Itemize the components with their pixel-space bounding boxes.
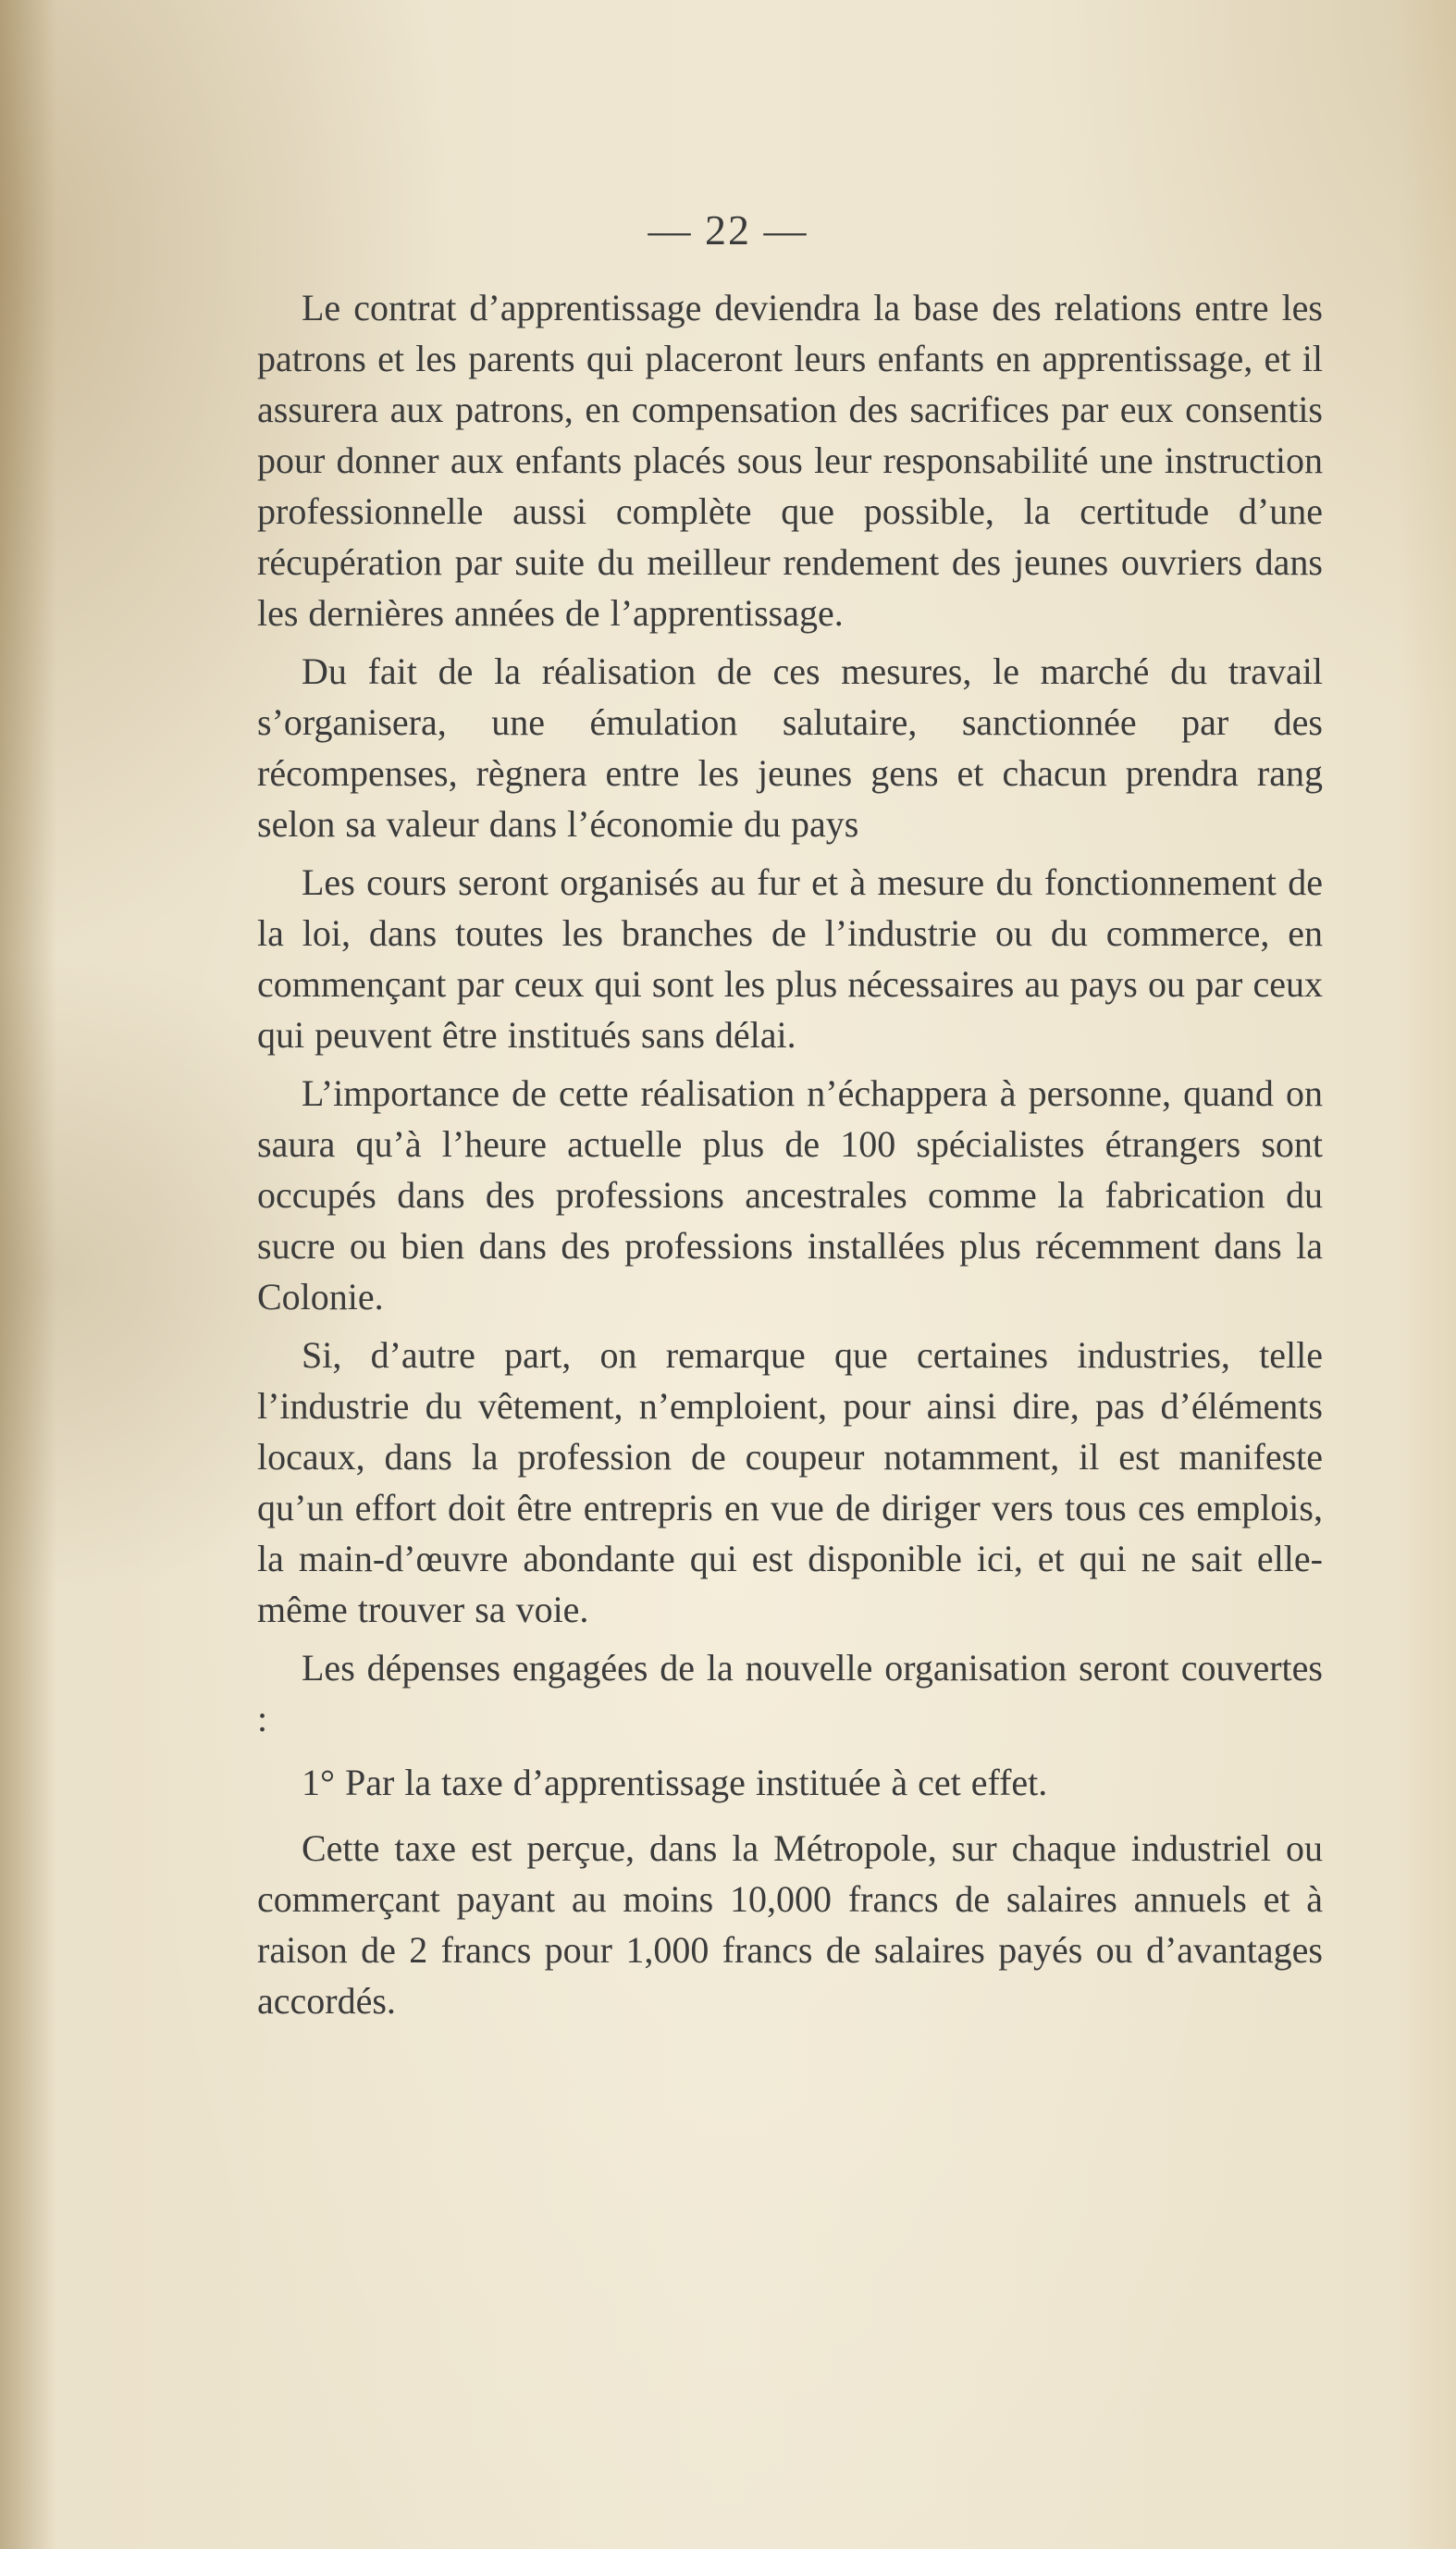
paragraph: Du fait de la réalisation de ces mesures, le marché du travail s’organisera, une émulation salutaire, sanctionnée par des récompenses, règnera entre les jeunes gens et chacun prendra rang selon sa valeur dans l’économie du pays bbox=[257, 650, 1323, 845]
paragraph: L’importance de cette réalisation n’échappera à personne, quand on saura qu’à l’heure actuelle plus de 100 spécialistes étrangers sont occupés dans des professions ancestrales comme la fabrication du sucre ou bien dans des professions installées plus récemment dans la Colonie. bbox=[257, 1072, 1323, 1318]
body-text bbox=[257, 282, 1323, 2034]
paragraph: Cette taxe est perçue, dans la Métropole, sur chaque industriel ou commerçant payant au moins 10,000 francs de salaires annuels et à raison de 2 francs pour 1,000 francs de salaires payés ou d’avantages accordés. bbox=[257, 1827, 1323, 2022]
paragraph: Les dépenses engagées de la nouvelle organisation seront couvertes : bbox=[257, 1647, 1323, 1739]
paragraph: Si, d’autre part, on remarque que certaines industries, telle l’industrie du vêtement, n’emploient, pour ainsi dire, pas d’éléments locaux, dans la profession de coupeur notamment, il est manifeste qu’un effort doit être entrepris en vue de diriger vers tous ces emplois, la main-d’œuvre abondante qui est disponible ici, et qui ne sait elle-même trouver sa voie. bbox=[257, 1334, 1323, 1630]
paragraph: 1° Par la taxe d’apprentissage instituée à cet effet. bbox=[302, 1762, 1048, 1803]
paragraph: Les cours seront organisés au fur et à mesure du fonctionnement de la loi, dans toutes les branches de l’industrie ou du commerce, en commençant par ceux qui sont les plus nécessaires au pays ou par ceux qui peuvent être institués sans délai. bbox=[257, 861, 1323, 1056]
paragraph: Le contrat d’apprentissage deviendra la base des relations entre les patrons et les parents qui placeront leurs enfants en apprentissage, et il assurera aux patrons, en compensation des sacrifices par eux consentis pour donner aux enfants placés sous leur responsabilité une instruction professionnelle aussi complète que possible, la certitude d’une récupération par suite du meilleur rendement des jeunes ouvriers dans les dernières années de l’apprentissage. bbox=[257, 287, 1323, 634]
page-edge-stain bbox=[0, 0, 56, 2549]
page-number: — 22 — bbox=[648, 206, 808, 254]
